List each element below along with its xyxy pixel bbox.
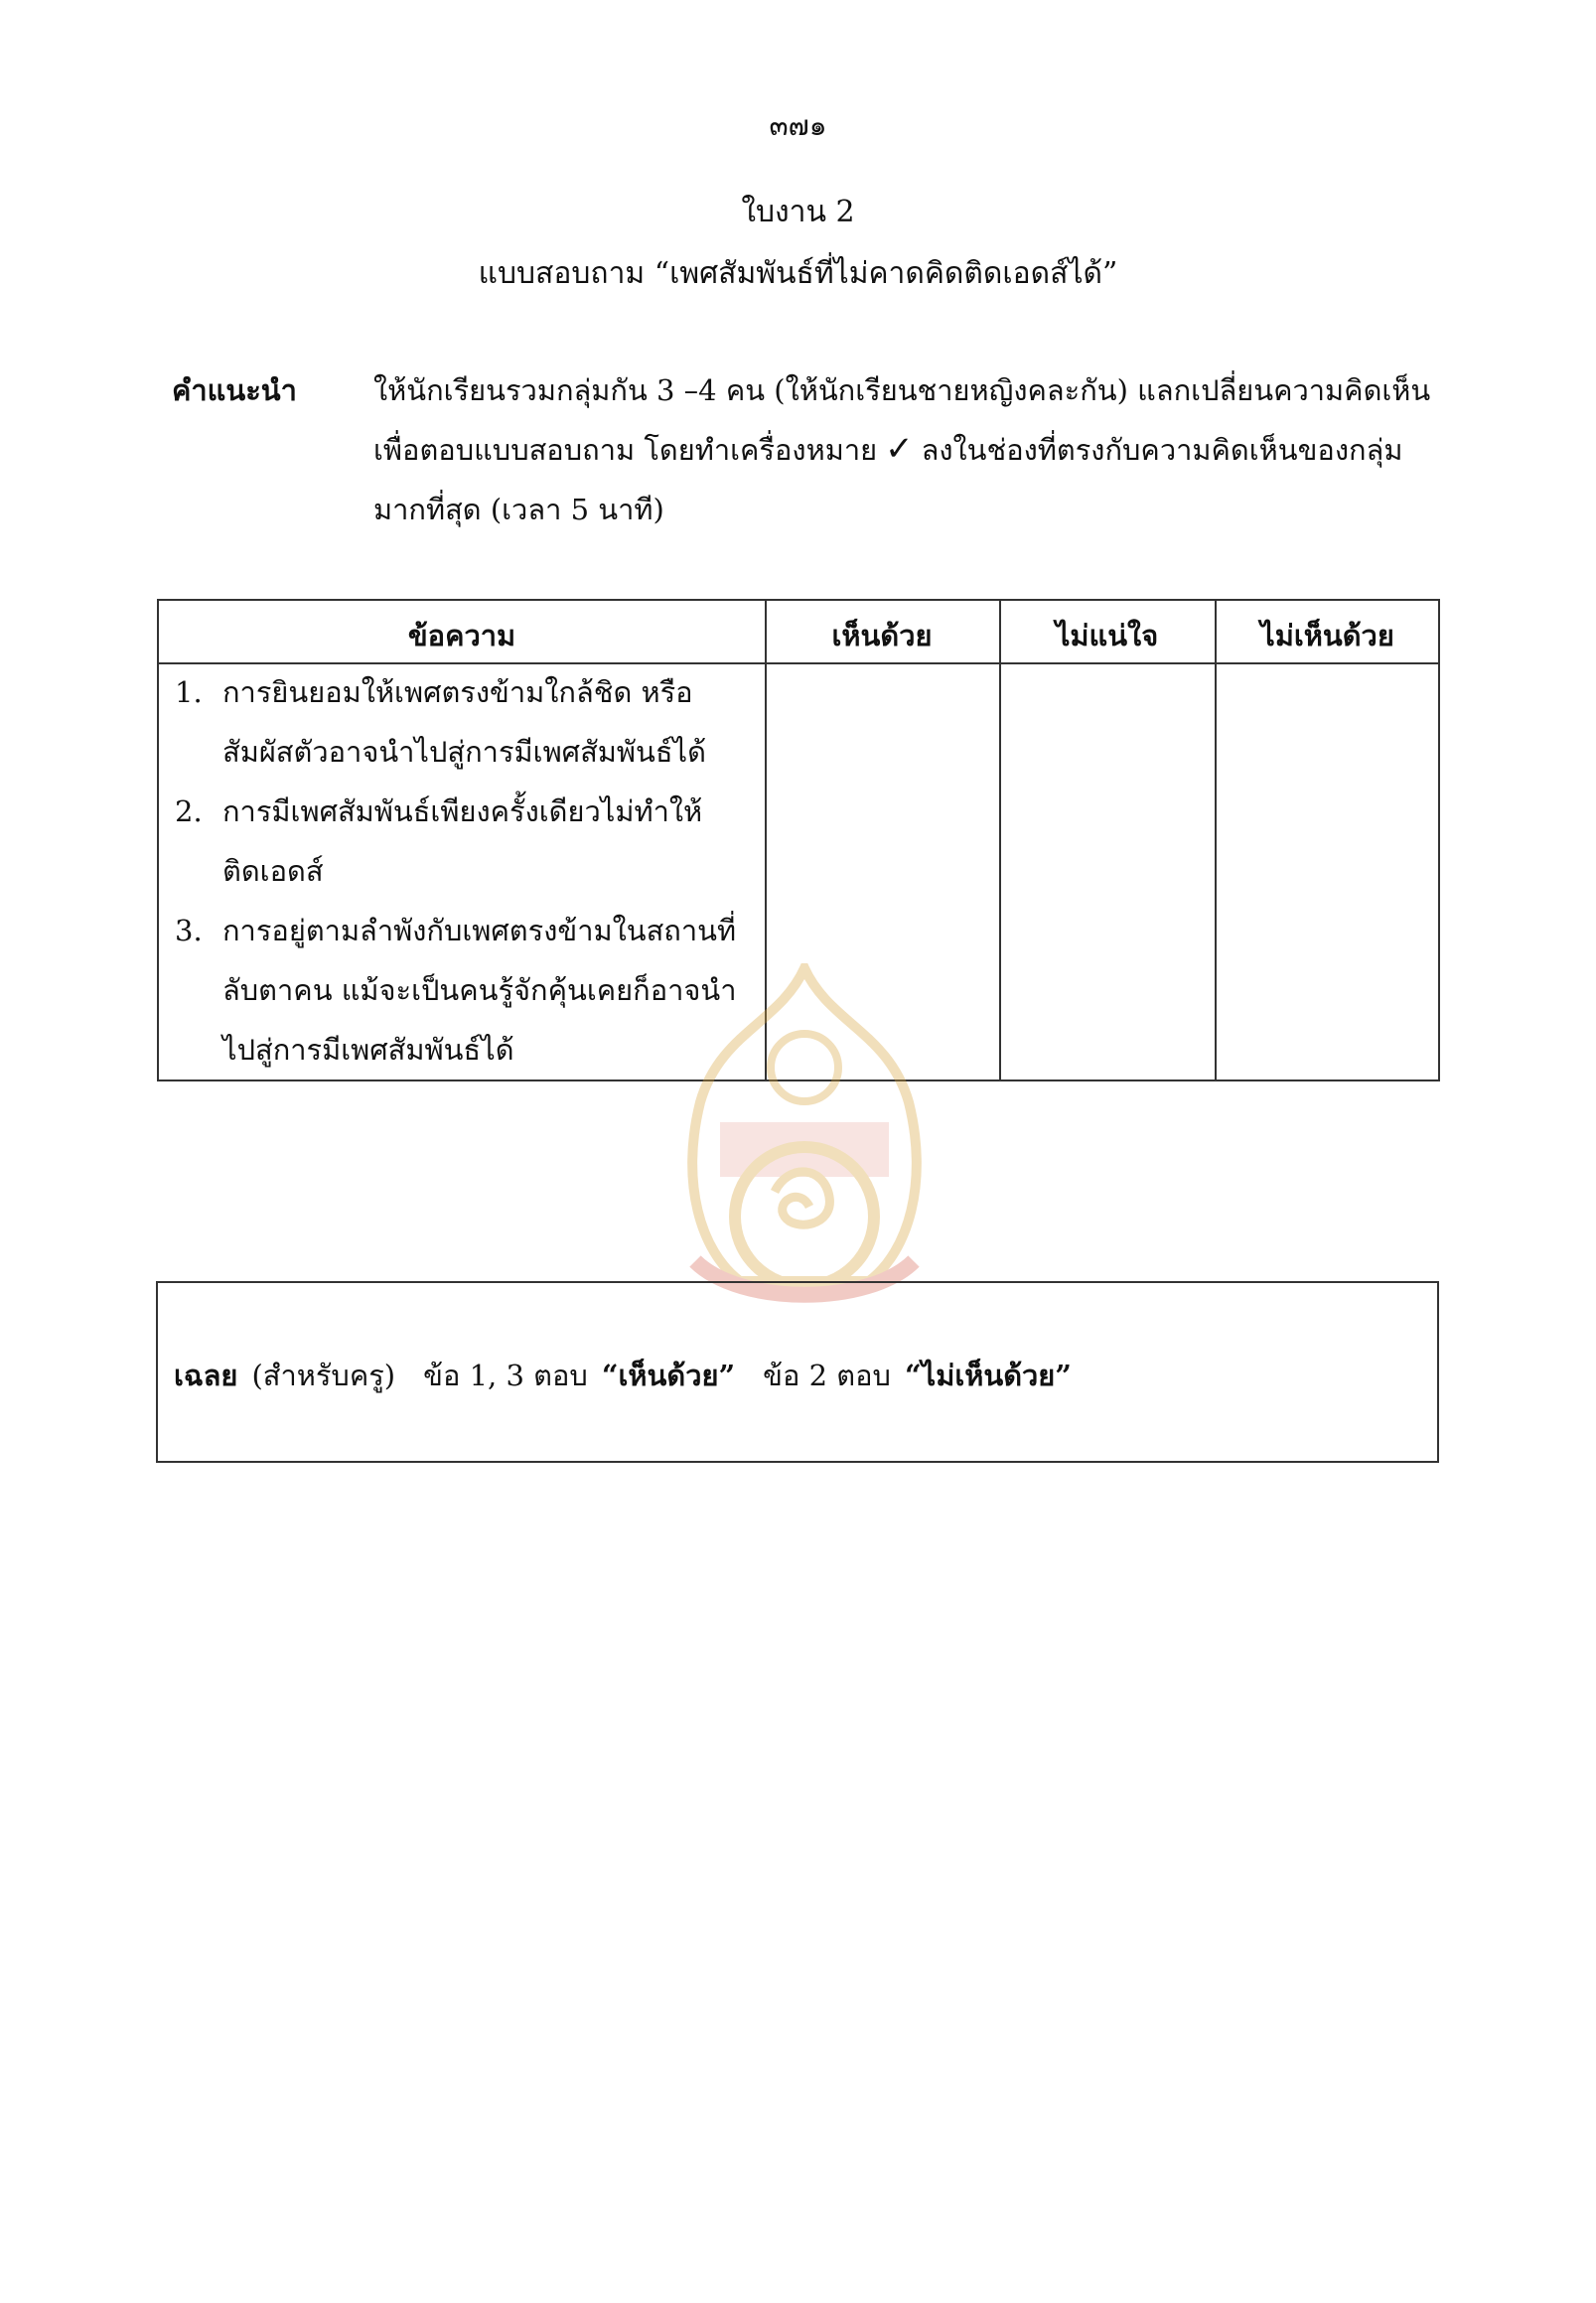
statement-1 xyxy=(175,662,706,782)
statement-number: 3. xyxy=(175,914,203,947)
page-number: ๓๗๑ xyxy=(769,109,827,142)
instructions-line-2-before: เพื่อตอบแบบสอบถาม โดยทำเครื่องหมาย xyxy=(373,433,878,467)
statement-line: การยินยอมให้เพศตรงข้ามใกล้ชิด หรือ xyxy=(222,675,693,709)
statement-line: ลับตาคน แม้จะเป็นคนรู้จักคุ้นเคยก็อาจนำ xyxy=(222,973,737,1007)
answer-label: เฉลย xyxy=(174,1359,238,1392)
answer-text xyxy=(174,1353,1072,1398)
answer-disagree: “ไม่เห็นด้วย” xyxy=(904,1359,1072,1392)
statement-line: การมีเพศสัมพันธ์เพียงครั้งเดียวไม่ทำให้ xyxy=(222,794,703,828)
answer-note: (สำหรับครู) xyxy=(251,1359,396,1392)
checkmark-icon: ✓ xyxy=(885,429,914,469)
survey-title: แบบสอบถาม “เพศสัมพันธ์ที่ไม่คาดคิดติดเอดส์ได้” xyxy=(478,256,1118,291)
statement-line: ไปสู่การมีเพศสัมพันธ์ได้ xyxy=(222,1033,514,1067)
statement-line: สัมผัสตัวอาจนำไปสู่การมีเพศสัมพันธ์ได้ xyxy=(222,735,706,769)
answer-part-1: ข้อ 1, 3 ตอบ xyxy=(423,1359,588,1392)
statement-3 xyxy=(175,901,737,1080)
answer-part-2: ข้อ 2 ตอบ xyxy=(763,1359,891,1392)
instructions-line-1: ให้นักเรียนรวมกลุ่มกัน 3 –4 คน (ให้นักเรียนชายหญิงคละกัน) แลกเปลี่ยนความคิดเห็น xyxy=(373,373,1431,407)
instructions-line-2 xyxy=(373,427,1402,473)
header-disagree: ไม่เห็นด้วย xyxy=(1260,619,1394,652)
header-statement: ข้อความ xyxy=(407,619,516,652)
column-divider xyxy=(1215,601,1217,1080)
statement-line: การอยู่ตามลำพังกับเพศตรงข้ามในสถานที่ xyxy=(222,914,737,947)
column-divider xyxy=(999,601,1001,1080)
instructions-line-2-after: ลงในช่องที่ตรงกับความคิดเห็นของกลุ่ม xyxy=(921,433,1403,467)
seal-watermark-icon xyxy=(660,963,948,1321)
header-agree: เห็นด้วย xyxy=(831,619,933,652)
statement-number: 1. xyxy=(175,675,203,709)
header-unsure: ไม่แน่ใจ xyxy=(1055,619,1159,652)
statement-number: 2. xyxy=(175,794,203,828)
statement-2 xyxy=(175,782,702,901)
instructions-label: คำแนะนำ xyxy=(172,373,297,407)
worksheet-title: ใบงาน 2 xyxy=(741,195,855,229)
statement-line: ติดเอดส์ xyxy=(222,854,324,888)
answer-box xyxy=(156,1281,1439,1463)
instructions-line-3: มากที่สุด (เวลา 5 นาที) xyxy=(373,493,664,526)
answer-agree: “เห็นด้วย” xyxy=(601,1359,736,1392)
